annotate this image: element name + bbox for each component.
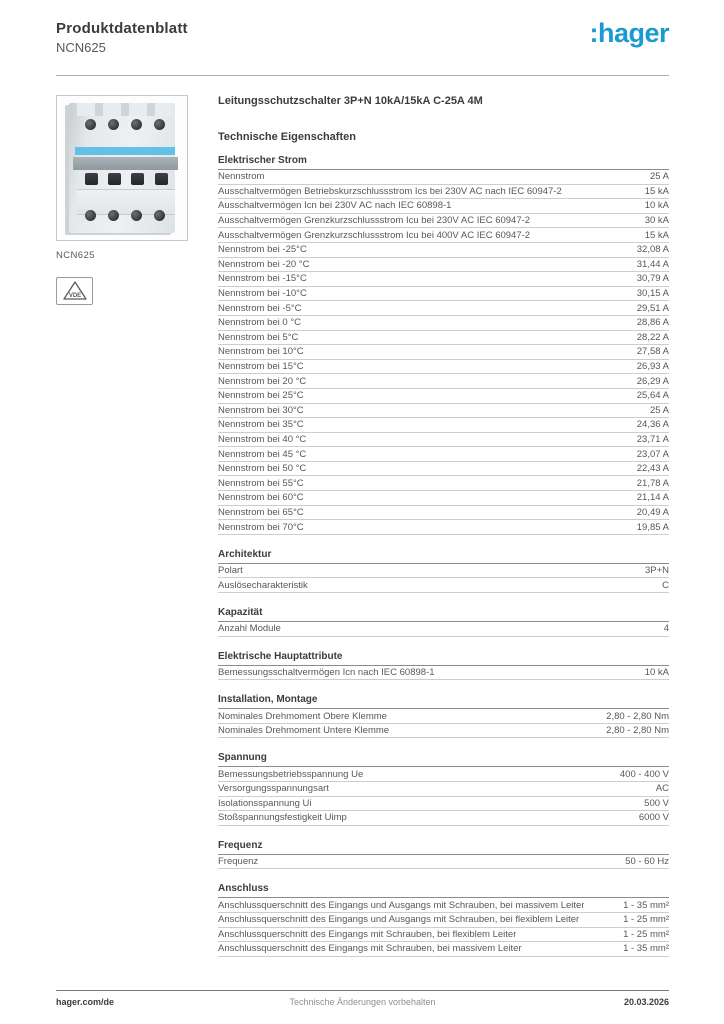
- header-divider: [56, 75, 669, 76]
- spec-row: [218, 185, 669, 200]
- spec-section: [218, 751, 669, 825]
- breaker-top-terminals: [80, 119, 171, 130]
- spec-label: Nennstrom bei 30°C: [218, 404, 304, 416]
- spec-label: Anschlussquerschnitt des Eingangs und Ausgangs mit Schrauben, bei massivem Leiter: [218, 899, 585, 911]
- spec-label: Stoßspannungsfestigkeit Uimp: [218, 812, 347, 824]
- spec-value: 30 kA: [644, 215, 669, 227]
- spec-row: [218, 797, 669, 812]
- footer-divider: [56, 990, 669, 991]
- section-title: Architektur: [218, 548, 669, 564]
- spec-row: [218, 301, 669, 316]
- spec-section: [218, 882, 669, 956]
- spec-sections: [218, 154, 669, 957]
- spec-row: [218, 666, 669, 681]
- spec-value: 29,51 A: [636, 302, 669, 314]
- section-title: Elektrischer Strom: [218, 154, 669, 170]
- spec-value: 50 - 60 Hz: [625, 856, 669, 868]
- circuit-breaker-illustration: [69, 103, 175, 233]
- spec-label: Anschlussquerschnitt des Eingangs mit Schrauben, bei massivem Leiter: [218, 943, 522, 955]
- spec-row: [218, 360, 669, 375]
- spec-row: [218, 447, 669, 462]
- spec-row: [218, 345, 669, 360]
- spec-row: [218, 913, 669, 928]
- breaker-toggles: [80, 173, 173, 185]
- section-title: Kapazität: [218, 606, 669, 622]
- footer-website-link[interactable]: hager.com/de: [56, 997, 115, 1007]
- spec-label: Isolationsspannung Ui: [218, 797, 312, 809]
- spec-label: Nennstrom bei -25°C: [218, 244, 307, 256]
- section-title: Spannung: [218, 751, 669, 767]
- spec-value: 2,80 - 2,80 Nm: [606, 710, 669, 722]
- spec-label: Nennstrom: [218, 171, 265, 183]
- page-title: Produktdatenblatt: [56, 20, 188, 37]
- section-title: Elektrische Hauptattribute: [218, 650, 669, 666]
- spec-row: [218, 272, 669, 287]
- spec-value: 1 - 25 mm²: [623, 914, 669, 926]
- spec-value: 2,80 - 2,80 Nm: [606, 725, 669, 737]
- hager-logo: :hager: [589, 18, 669, 48]
- spec-value: 21,14 A: [636, 492, 669, 504]
- spec-value: 26,93 A: [636, 361, 669, 373]
- spec-value: 1 - 25 mm²: [623, 928, 669, 940]
- spec-row: [218, 418, 669, 433]
- spec-row: [218, 578, 669, 593]
- spec-label: Anschlussquerschnitt des Eingangs mit Schrauben, bei flexiblem Leiter: [218, 928, 517, 940]
- spec-label: Nennstrom bei 65°C: [218, 506, 304, 518]
- spec-value: 19,85 A: [636, 521, 669, 533]
- spec-row: [218, 782, 669, 797]
- tech-properties-heading: Technische Eigenschaften: [218, 131, 356, 143]
- spec-value: C: [662, 579, 669, 591]
- header-titles: [56, 20, 188, 55]
- spec-value: 1 - 35 mm²: [623, 899, 669, 911]
- spec-value: 26,29 A: [636, 375, 669, 387]
- spec-label: Nennstrom bei 55°C: [218, 477, 304, 489]
- spec-row: [218, 491, 669, 506]
- spec-row: [218, 214, 669, 229]
- spec-row: [218, 898, 669, 913]
- spec-value: 32,08 A: [636, 244, 669, 256]
- header: [56, 20, 669, 55]
- spec-label: Nennstrom bei 20 °C: [218, 375, 307, 387]
- section-title: Frequenz: [218, 839, 669, 855]
- spec-value: 15 kA: [644, 185, 669, 197]
- spec-label: Anschlussquerschnitt des Eingangs und Ausgangs mit Schrauben, bei flexiblem Leiter: [218, 914, 580, 926]
- breaker-din-clips: [77, 103, 170, 116]
- product-title: Leitungsschutzschalter 3P+N 10kA/15kA C-25A 4M: [218, 95, 483, 107]
- footer: [56, 997, 669, 1007]
- spec-label: Nennstrom bei 10°C: [218, 346, 304, 358]
- spec-label: Versorgungsspannungsart: [218, 783, 329, 795]
- spec-row: [218, 433, 669, 448]
- spec-label: Ausschaltvermögen Icn bei 230V AC nach IEC 60898-1: [218, 200, 452, 212]
- spec-value: 1 - 35 mm²: [623, 943, 669, 955]
- spec-label: Nennstrom bei 45 °C: [218, 448, 307, 460]
- vde-triangle-icon: [62, 280, 88, 302]
- spec-section: [218, 154, 669, 535]
- spec-row: [218, 462, 669, 477]
- spec-value: 10 kA: [644, 200, 669, 212]
- section-title: Installation, Montage: [218, 693, 669, 709]
- spec-row: [218, 331, 669, 346]
- spec-row: [218, 228, 669, 243]
- spec-value: 28,22 A: [636, 331, 669, 343]
- spec-label: Bemessungsschaltvermögen Icn nach IEC 60898-1: [218, 666, 435, 678]
- spec-label: Nennstrom bei 35°C: [218, 419, 304, 431]
- product-column: [56, 95, 206, 305]
- spec-row: [218, 316, 669, 331]
- spec-value: 3P+N: [644, 565, 669, 577]
- spec-label: Nennstrom bei -10°C: [218, 288, 307, 300]
- spec-value: 6000 V: [638, 812, 669, 824]
- spec-row: [218, 811, 669, 826]
- footer-disclaimer: Technische Änderungen vorbehalten: [289, 997, 436, 1007]
- spec-section: [218, 839, 669, 870]
- spec-value: 21,78 A: [636, 477, 669, 489]
- spec-value: 500 V: [644, 797, 669, 809]
- spec-label: Bemessungsbetriebsspannung Ue: [218, 768, 364, 780]
- spec-label: Nennstrom bei 40 °C: [218, 433, 307, 445]
- spec-row: [218, 258, 669, 273]
- svg-text:VDE: VDE: [68, 293, 81, 299]
- spec-label: Anzahl Module: [218, 623, 281, 635]
- spec-row: [218, 404, 669, 419]
- breaker-blue-stripe: [75, 147, 175, 155]
- spec-label: Frequenz: [218, 856, 259, 868]
- spec-row: [218, 374, 669, 389]
- spec-value: 23,07 A: [636, 448, 669, 460]
- spec-label: Nennstrom bei 70°C: [218, 521, 304, 533]
- spec-row: [218, 622, 669, 637]
- spec-value: 25,64 A: [636, 390, 669, 402]
- spec-label: Nennstrom bei 0 °C: [218, 317, 301, 329]
- spec-value: 25 A: [649, 171, 669, 183]
- spec-row: [218, 724, 669, 739]
- spec-value: 30,15 A: [636, 288, 669, 300]
- spec-row: [218, 855, 669, 870]
- spec-value: 31,44 A: [636, 258, 669, 270]
- spec-value: 30,79 A: [636, 273, 669, 285]
- spec-label: Ausschaltvermögen Grenzkurzschlussstrom Icu bei 230V AC IEC 60947-2: [218, 215, 531, 227]
- spec-label: Nennstrom bei 50 °C: [218, 463, 307, 475]
- spec-value: 22,43 A: [636, 463, 669, 475]
- spec-value: 23,71 A: [636, 433, 669, 445]
- spec-value: 24,36 A: [636, 419, 669, 431]
- product-image-caption: NCN625: [56, 250, 95, 261]
- spec-row: [218, 170, 669, 185]
- spec-value: 4: [663, 623, 669, 635]
- spec-row: [218, 709, 669, 724]
- spec-value: 15 kA: [644, 229, 669, 241]
- spec-label: Nominales Drehmoment Untere Klemme: [218, 725, 390, 737]
- spec-section: [218, 650, 669, 681]
- spec-label: Nennstrom bei 15°C: [218, 361, 304, 373]
- product-reference: NCN625: [56, 40, 106, 55]
- breaker-gray-band: [73, 157, 178, 170]
- spec-label: Nennstrom bei -15°C: [218, 273, 307, 285]
- vde-certification-icon: [56, 277, 93, 305]
- spec-row: [218, 767, 669, 782]
- spec-label: Nennstrom bei -20 °C: [218, 258, 310, 270]
- spec-label: Ausschaltvermögen Grenzkurzschlussstrom Icu bei 400V AC IEC 60947-2: [218, 229, 531, 241]
- spec-value: 400 - 400 V: [619, 768, 669, 780]
- spec-label: Nennstrom bei 25°C: [218, 390, 304, 402]
- footer-date: 20.03.2026: [623, 997, 669, 1007]
- spec-value: AC: [655, 783, 669, 795]
- spec-value: 10 kA: [644, 666, 669, 678]
- spec-row: [218, 928, 669, 943]
- spec-section: [218, 693, 669, 738]
- spec-row: [218, 389, 669, 404]
- spec-label: Nennstrom bei 5°C: [218, 331, 299, 343]
- spec-section: [218, 548, 669, 593]
- spec-label: Auslösecharakteristik: [218, 579, 308, 591]
- spec-row: [218, 564, 669, 579]
- spec-value: 25 A: [649, 404, 669, 416]
- spec-row: [218, 287, 669, 302]
- spec-label: Nominales Drehmoment Obere Klemme: [218, 710, 387, 722]
- spec-value: 20,49 A: [636, 506, 669, 518]
- spec-row: [218, 243, 669, 258]
- spec-label: Ausschaltvermögen Betriebskurzschlussstrom Ics bei 230V AC nach IEC 60947-2: [218, 185, 562, 197]
- spec-row: [218, 199, 669, 214]
- product-image: [56, 95, 188, 241]
- spec-row: [218, 520, 669, 535]
- spec-value: 27,58 A: [636, 346, 669, 358]
- spec-value: 28,86 A: [636, 317, 669, 329]
- spec-label: Nennstrom bei 60°C: [218, 492, 304, 504]
- breaker-bottom-terminals: [80, 210, 171, 221]
- spec-label: Nennstrom bei -5°C: [218, 302, 302, 314]
- spec-label: Polart: [218, 565, 243, 577]
- section-title: Anschluss: [218, 882, 669, 898]
- spec-row: [218, 506, 669, 521]
- spec-row: [218, 476, 669, 491]
- specs-column: [218, 95, 669, 957]
- spec-section: [218, 606, 669, 637]
- spec-row: [218, 942, 669, 957]
